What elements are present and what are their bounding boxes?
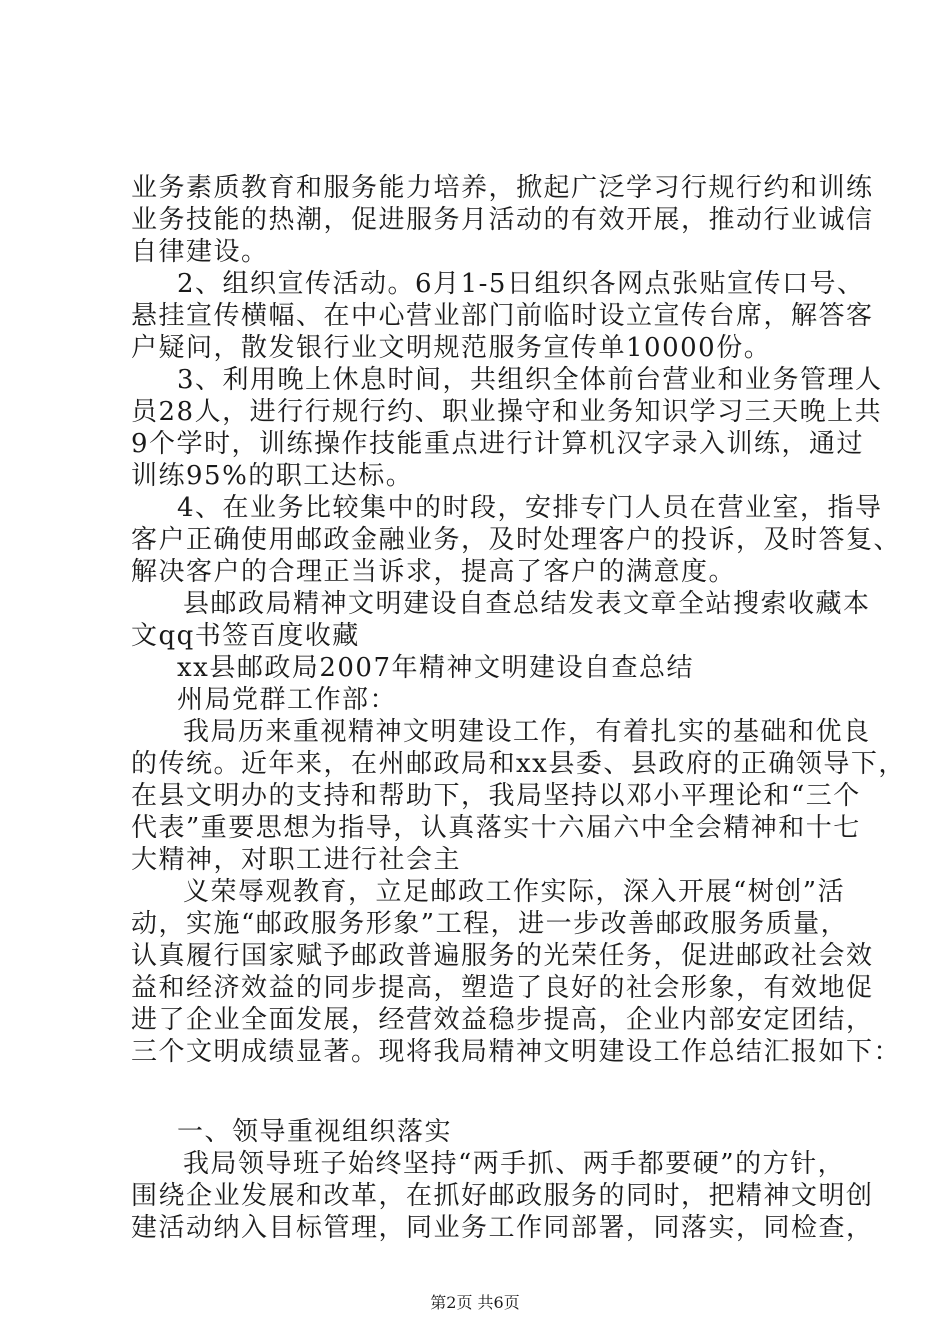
addressee bbox=[131, 684, 831, 716]
text-line: 州局党群工作部： bbox=[177, 685, 398, 715]
paragraph-4 bbox=[131, 492, 902, 588]
text-line: 的传统。近年来，在州邮政局和xx县委、县政府的正确领导下， bbox=[131, 749, 906, 779]
section-title bbox=[131, 652, 831, 684]
text-line: 大精神，对职工进行社会主 bbox=[131, 845, 462, 875]
text-line: 我局领导班子始终坚持“两手抓、两手都要硬”的方针， bbox=[183, 1149, 846, 1179]
text-line: 三个文明成绩显著。现将我局精神文明建设工作总结汇报如下： bbox=[131, 1037, 902, 1067]
text-line: 我局历来重视精神文明建设工作，有着扎实的基础和优良 bbox=[183, 717, 871, 747]
text-line: 2、组织宣传活动。6月1-5日组织各网点张贴宣传口号、 bbox=[177, 269, 865, 299]
text-line: 动，实施“邮政服务形象”工程，进一步改善邮政服务质量， bbox=[131, 909, 849, 939]
text-line: 员28人，进行行规行约、职业操守和业务知识学习三天晚上共 bbox=[131, 397, 883, 427]
document-body bbox=[131, 172, 906, 1244]
paragraph-8 bbox=[131, 716, 906, 876]
text-line: 户疑问，散发银行业文明规范服务宣传单10000份。 bbox=[131, 333, 772, 363]
text-line: 自律建设。 bbox=[131, 237, 269, 267]
paragraph-3 bbox=[131, 364, 883, 492]
text-line: 训练95%的职工达标。 bbox=[131, 461, 414, 491]
text-line: 围绕企业发展和改革，在抓好邮政服务的同时，把精神文明创 bbox=[131, 1181, 874, 1211]
text-line: 悬挂宣传横幅、在中心营业部门前临时设立宣传台席，解答客 bbox=[131, 301, 874, 331]
text-line: 一、领导重视组织落实 bbox=[177, 1117, 453, 1147]
section-heading bbox=[131, 1116, 831, 1148]
text-line: 解决客户的合理正当诉求，提高了客户的满意度。 bbox=[131, 557, 737, 587]
text-line: xx县邮政局2007年精神文明建设自查总结 bbox=[177, 653, 694, 683]
text-line: 业务素质教育和服务能力培养，掀起广泛学习行规行约和训练 bbox=[131, 173, 874, 203]
text-line: 建活动纳入目标管理，同业务工作同部署，同落实，同检查， bbox=[131, 1213, 874, 1243]
paragraph-1 bbox=[131, 172, 874, 268]
text-line: 益和经济效益的同步提高，塑造了良好的社会形象，有效地促 bbox=[131, 973, 874, 1003]
paragraph-2 bbox=[131, 268, 874, 364]
paragraph-gap bbox=[131, 1068, 831, 1116]
paragraph-5 bbox=[131, 588, 871, 652]
text-line: 9个学时，训练操作技能重点进行计算机汉字录入训练，通过 bbox=[131, 429, 865, 459]
paragraph-9 bbox=[131, 876, 902, 1068]
text-line: 认真履行国家赋予邮政普遍服务的光荣任务，促进邮政社会效 bbox=[131, 941, 874, 971]
text-line: 义荣辱观教育，立足邮政工作实际，深入开展“树创”活 bbox=[183, 877, 846, 907]
text-line: 4、在业务比较集中的时段，安排专门人员在营业室，指导 bbox=[177, 493, 883, 523]
text-line: 3、利用晚上休息时间，共组织全体前台营业和业务管理人 bbox=[177, 365, 883, 395]
text-line: 业务技能的热潮，促进服务月活动的有效开展，推动行业诚信 bbox=[131, 205, 874, 235]
text-line: 县邮政局精神文明建设自查总结发表文章全站搜索收藏本 bbox=[183, 589, 871, 619]
page-number: 第2页 共6页 bbox=[430, 1293, 520, 1312]
text-line: 客户正确使用邮政金融业务，及时处理客户的投诉，及时答复、 bbox=[131, 525, 902, 555]
text-line: 在县文明办的支持和帮助下，我局坚持以邓小平理论和“三个 bbox=[131, 781, 861, 811]
text-line: 代表”重要思想为指导，认真落实十六届六中全会精神和十七 bbox=[131, 813, 861, 843]
text-line: 文qq书签百度收藏 bbox=[131, 621, 360, 651]
text-line: 进了企业全面发展，经营效益稳步提高，企业内部安定团结， bbox=[131, 1005, 874, 1035]
paragraph-11 bbox=[131, 1148, 874, 1244]
